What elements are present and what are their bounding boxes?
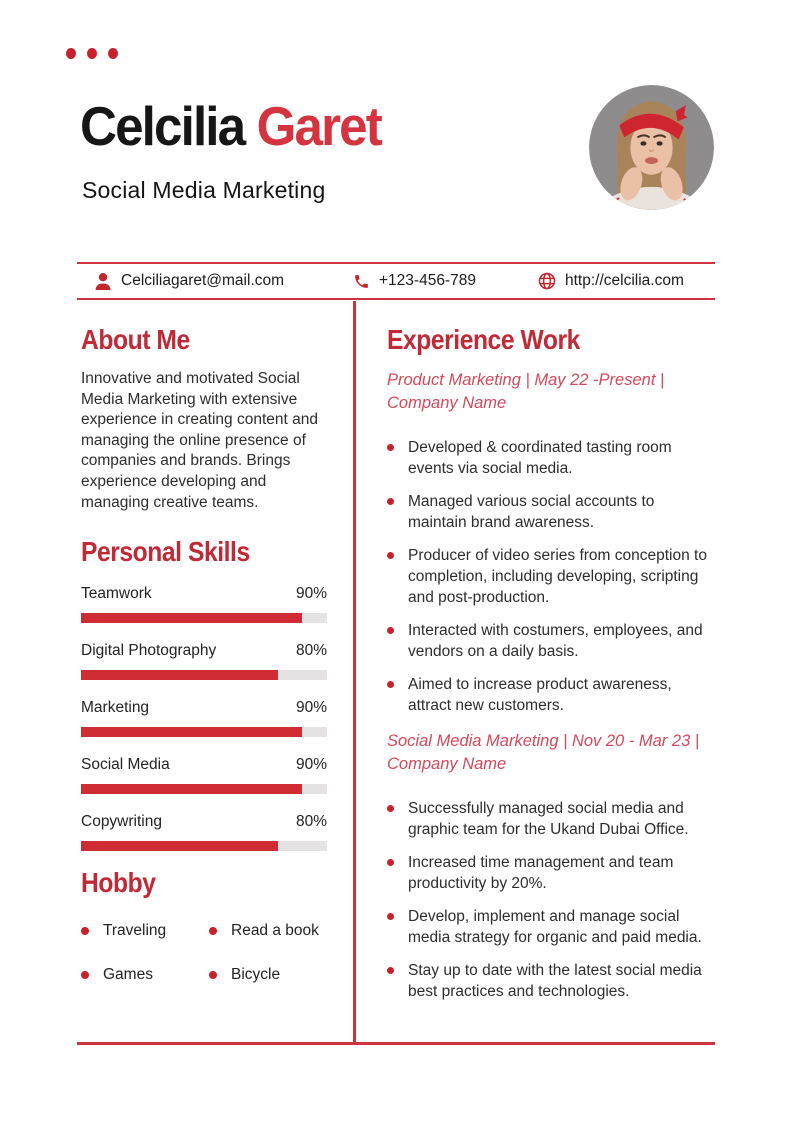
skill-percent: 80% <box>295 642 327 660</box>
left-column <box>81 325 327 984</box>
skill-bar-fill <box>81 670 278 680</box>
bullet-dot-icon <box>209 971 217 979</box>
bullet-dot-icon <box>81 927 89 935</box>
job-bullet <box>387 852 717 894</box>
right-column <box>387 325 717 1014</box>
profile-photo-illustration <box>589 85 714 210</box>
profile-photo <box>589 85 714 210</box>
hobby-item <box>209 966 327 984</box>
skill-row <box>81 697 327 737</box>
skill-bar-fill <box>81 727 302 737</box>
skill-row <box>81 640 327 680</box>
hobby-label: Games <box>103 966 153 984</box>
decorative-dots <box>66 48 118 59</box>
bullet-dot-icon <box>209 927 217 935</box>
job-bullet <box>387 960 717 1002</box>
first-name: Celcilia <box>80 95 245 157</box>
vertical-divider <box>353 301 356 1042</box>
job-bullet <box>387 674 717 716</box>
job-entry <box>387 369 717 716</box>
website-value[interactable]: http://celcilia.com <box>565 272 684 289</box>
contact-website <box>538 264 684 298</box>
job-bullet <box>387 798 717 840</box>
job-title: Product Marketing | May 22 -Present | Company Name <box>387 371 665 412</box>
skills-list <box>81 583 327 851</box>
phone-icon <box>353 273 370 290</box>
job-bullet <box>387 545 717 608</box>
job-bullet <box>387 620 717 662</box>
about-text: Innovative and motivated Social Media Marketing with extensive experience in creating content and managing the online presence of companies and brands. Brings experience developing and managing creative teams. <box>81 370 318 511</box>
skill-bar-track <box>81 670 327 680</box>
hobby-label: Read a book <box>231 922 319 940</box>
skill-percent: 90% <box>295 699 327 717</box>
job-bullet <box>387 491 717 533</box>
bullet-dot-icon <box>387 967 394 974</box>
skill-label: Marketing <box>81 699 150 717</box>
hobby-label: Bicycle <box>231 966 281 984</box>
skill-percent: 80% <box>295 813 327 831</box>
job-bullet <box>387 437 717 479</box>
email-value[interactable]: Celciliagaret@mail.com <box>121 272 285 289</box>
skills-title: Personal Skills <box>81 536 250 568</box>
job-title: Social Media Marketing | Nov 20 - Mar 23 | Company Name <box>387 732 700 773</box>
bullet-dot-icon <box>387 627 394 634</box>
skill-percent: 90% <box>295 756 327 774</box>
bullet-text: Developed & coordinated tasting room events via social media. <box>408 439 672 477</box>
bullet-dot-icon <box>387 444 394 451</box>
skill-label: Teamwork <box>81 585 152 603</box>
skill-row <box>81 583 327 623</box>
job-entry <box>387 730 717 1002</box>
job-subtitle: Social Media Marketing <box>82 177 326 203</box>
bullet-text: Successfully managed social media and graphic team for the Ukand Dubai Office. <box>408 800 689 838</box>
bullet-text: Increased time management and team productivity by 20%. <box>408 854 674 892</box>
skill-bar-track <box>81 613 327 623</box>
bullet-dot-icon <box>387 805 394 812</box>
dot-icon <box>87 48 97 59</box>
skill-bar-track <box>81 784 327 794</box>
job-bullet-list <box>387 437 717 716</box>
last-name: Garet <box>256 95 381 157</box>
skill-row <box>81 811 327 851</box>
job-bullet-list <box>387 798 717 1002</box>
skill-percent: 90% <box>295 585 327 603</box>
hobby-list <box>81 922 327 984</box>
skill-label: Digital Photography <box>81 642 217 660</box>
about-title: About Me <box>81 324 190 355</box>
phone-value[interactable]: +123-456-789 <box>379 272 476 289</box>
bullet-dot-icon <box>387 552 394 559</box>
bullet-dot-icon <box>387 913 394 920</box>
hobby-item <box>81 966 209 984</box>
bullet-dot-icon <box>81 971 89 979</box>
globe-icon <box>538 272 556 290</box>
bullet-text: Stay up to date with the latest social media best practices and technologies. <box>408 962 702 1000</box>
skill-bar-fill <box>81 841 278 851</box>
bottom-divider <box>77 1042 715 1045</box>
hobby-label: Traveling <box>103 922 167 940</box>
bullet-dot-icon <box>387 859 394 866</box>
bullet-text: Interacted with costumers, employees, and vendors on a daily basis. <box>408 622 703 660</box>
contact-phone <box>353 264 476 298</box>
dot-icon <box>66 48 76 59</box>
bullet-text: Develop, implement and manage social media strategy for organic and paid media. <box>408 908 702 946</box>
hobby-title: Hobby <box>81 867 156 899</box>
hobby-item <box>209 922 327 940</box>
dot-icon <box>108 48 118 59</box>
person-icon <box>94 272 112 291</box>
experience-title: Experience Work <box>387 324 580 355</box>
bullet-text: Managed various social accounts to maintain brand awareness. <box>408 493 655 531</box>
job-bullet <box>387 906 717 948</box>
skill-bar-fill <box>81 613 302 623</box>
skill-bar-track <box>81 841 327 851</box>
skill-row <box>81 754 327 794</box>
bullet-text: Aimed to increase product awareness, attract new customers. <box>408 676 672 714</box>
bullet-dot-icon <box>387 681 394 688</box>
contact-email <box>94 264 284 298</box>
contact-bar <box>77 262 715 300</box>
person-name <box>80 96 381 156</box>
bullet-text: Producer of video series from conception to completion, including developing, scripting and post-production. <box>408 547 707 606</box>
skill-bar-fill <box>81 784 302 794</box>
skill-bar-track <box>81 727 327 737</box>
skill-label: Copywriting <box>81 813 162 831</box>
bullet-dot-icon <box>387 498 394 505</box>
skill-label: Social Media <box>81 756 170 774</box>
hobby-item <box>81 922 209 940</box>
